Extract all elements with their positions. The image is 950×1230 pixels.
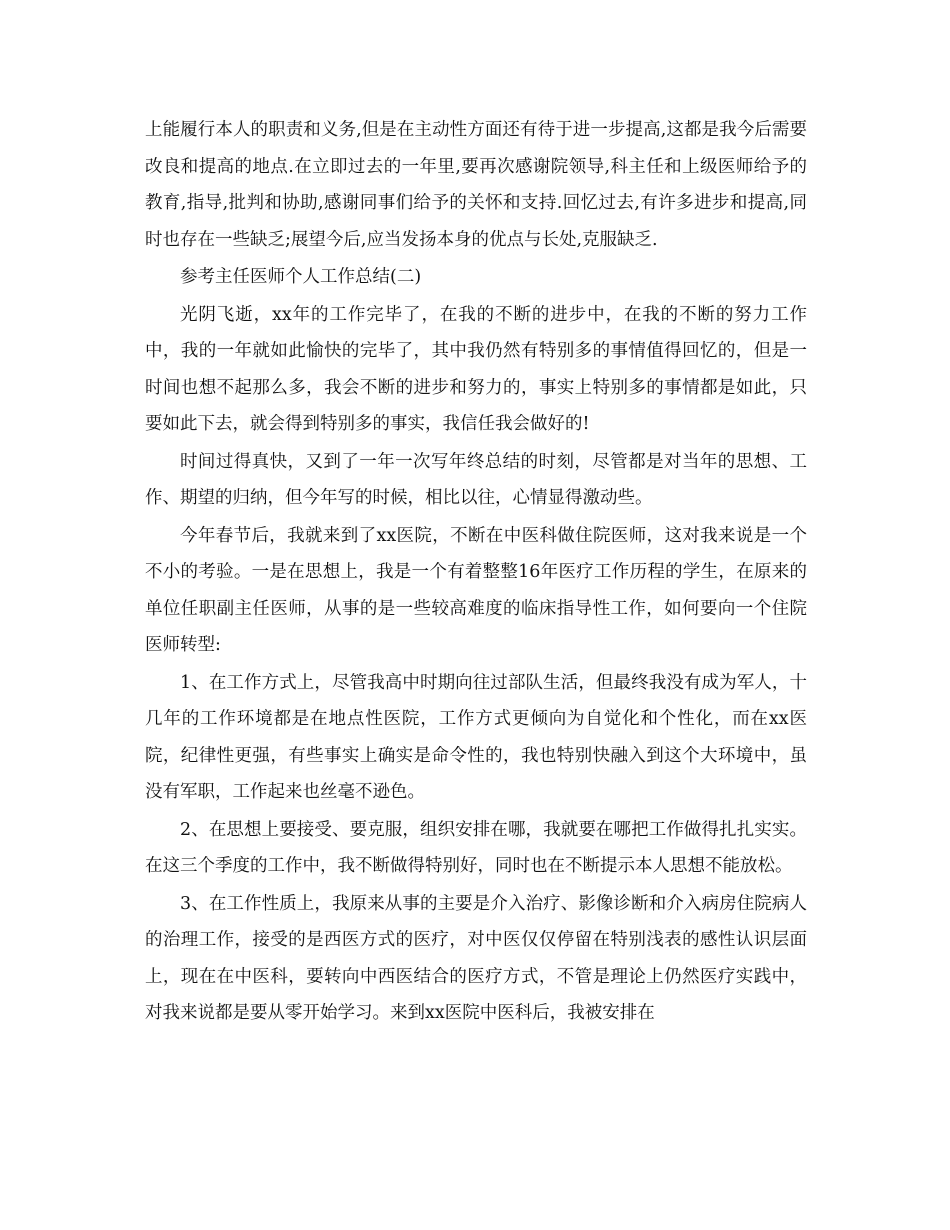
paragraph-item-1: 1、在工作方式上，尽管我高中时期向往过部队生活，但最终我没有成为军人，十几年的工作环境都是在地点性医院，工作方式更倾向为自觉化和个性化，而在xx医院，纪律性更强，有些事实上确实是命令性的，我也特别快融入到这个大环境中，虽没有军职，工作起来也丝毫不逊色。 [145,672,807,802]
paragraph: 时间过得真快，又到了一年一次写年终总结的时刻，尽管都是对当年的思想、工作、期望的归纳，但今年写的时候，相比以往，心情显得激动些。 [145,451,807,508]
document-body [145,112,807,1033]
section-title: 参考主任医师个人工作总结(二) [180,267,422,287]
paragraph-item-2: 2、在思想上要接受、要克服，组织安排在哪，我就要在哪把工作做得扎扎实实。在这三个季度的工作中，我不断做得特别好，同时也在不断提示本人思想不能放松。 [145,819,807,876]
paragraph: 今年春节后，我就来到了xx医院，不断在中医科做住院医师，这对我来说是一个不小的考验。一是在思想上，我是一个有着整整16年医疗工作历程的学生，在原来的单位任职副主任医师，从事的是一些较高难度的临床指导性工作，如何要向一个住院医师转型: [145,525,807,655]
paragraph-item-3: 3、在工作性质上，我原来从事的主要是介入治疗、影像诊断和介入病房住院病人的治理工作，接受的是西医方式的医疗，对中医仅仅停留在特别浅表的感性认识层面上，现在在中医科，要转向中西医结合的医疗方式，不管是理论上仍然医疗实践中，对我来说都是要从零开始学习。来到xx医院中医科后，我被安排在 [145,893,807,1023]
paragraph: 光阴飞逝，xx年的工作完毕了，在我的不断的进步中，在我的不断的努力工作中，我的一年就如此愉快的完毕了，其中我仍然有特别多的事情值得回忆的，但是一时间也想不起那么多，我会不断的进步和努力的，事实上特别多的事情都是如此，只要如此下去，就会得到特别多的事实，我信任我会做好的! [145,304,807,434]
paragraph-continuation: 上能履行本人的职责和义务,但是在主动性方面还有待于进一步提高,这都是我今后需要改良和提高的地点.在立即过去的一年里,要再次感谢院领导,科主任和上级医师给予的教育,指导,批判和协助,感谢同事们给予的关怀和支持.回忆过去,有许多进步和提高,同时也存在一些缺乏;展望今后,应当发扬本身的优点与长处,克服缺乏. [145,120,807,250]
